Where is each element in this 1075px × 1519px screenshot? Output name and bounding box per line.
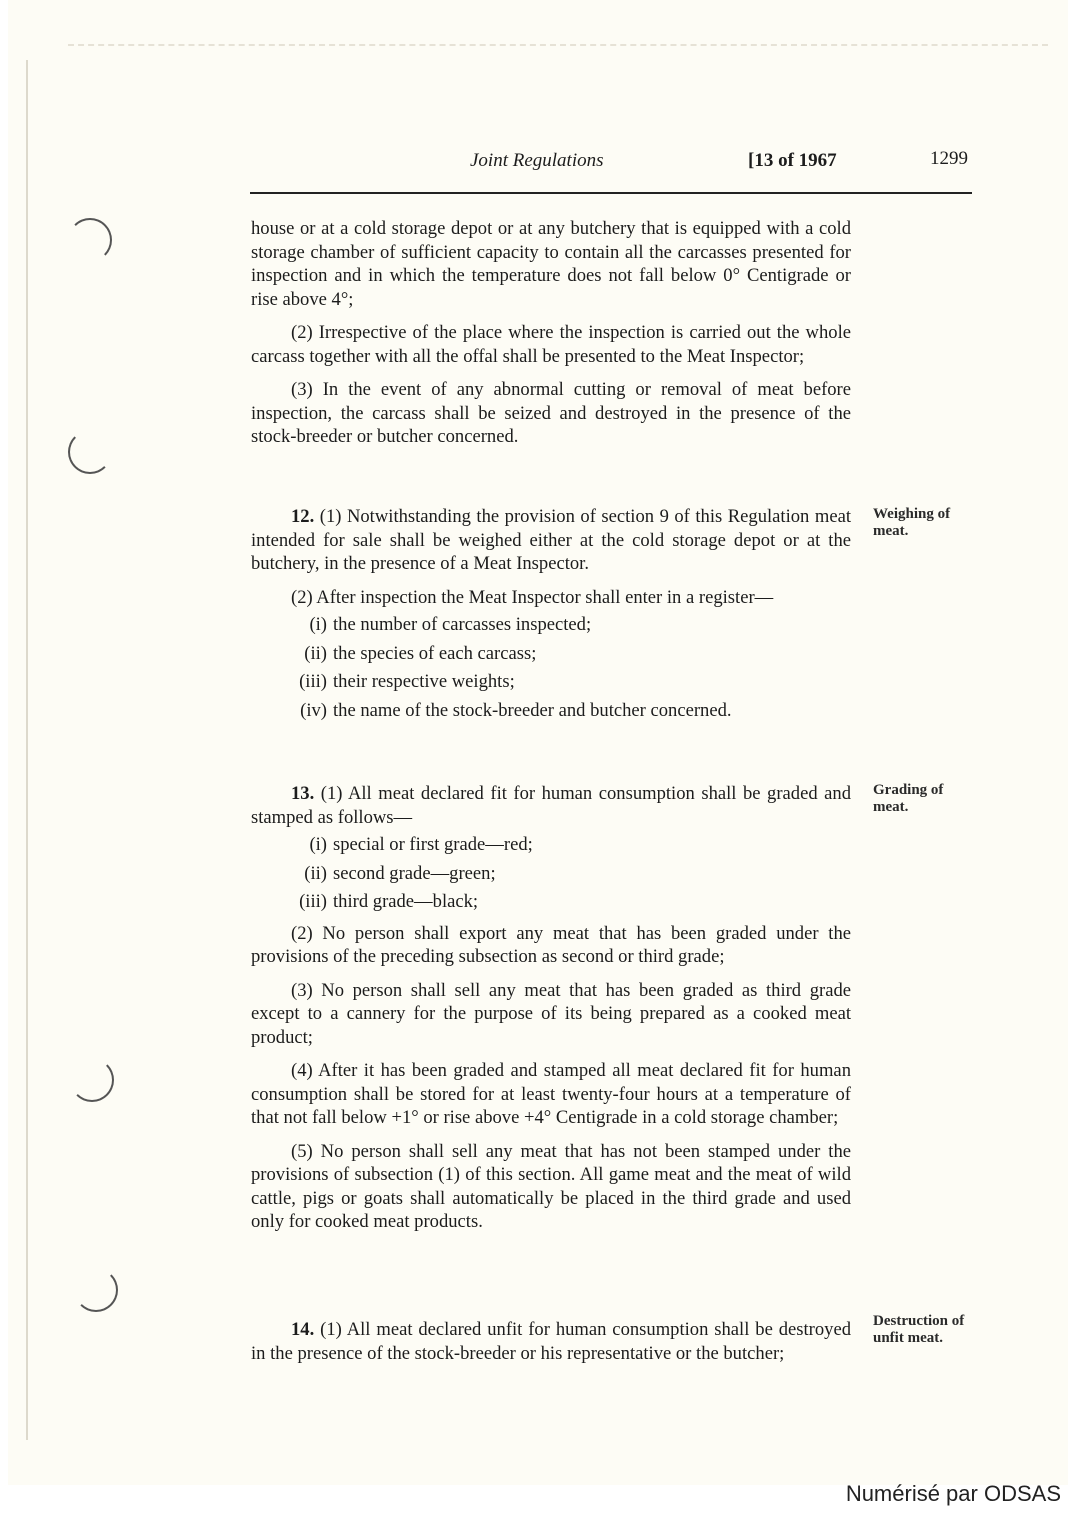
punch-hole-icon	[70, 1058, 114, 1102]
digitization-credit: Numérisé par ODSAS	[845, 1481, 1061, 1506]
punch-hole-icon	[74, 1268, 118, 1312]
section-14	[251, 1318, 851, 1365]
section-number: 12.	[291, 506, 315, 527]
list-item: (i) the number of carcasses inspected;	[309, 614, 592, 635]
paragraph-text: (1) All meat declared fit for human consumption shall be graded and stamped as follows—	[251, 783, 851, 828]
list-item: (iv) the name of the stock-breeder and butcher concerned.	[300, 699, 732, 721]
paragraph-text: (1) Notwithstanding the provision of section 9 of this Regulation meat intended for sale shall be weighed either at the cold storage depot or at the butchery, in the presence of a Meat Inspector.	[251, 506, 851, 574]
page-edge-line	[26, 60, 28, 1440]
header-title: Joint Regulations	[470, 150, 604, 171]
paragraph: (2) No person shall export any meat that has been graded under the provisions of the preceding subsection as second or third grade;	[251, 922, 851, 967]
paragraph	[251, 1318, 851, 1365]
list-item: (iii) their respective weights;	[299, 671, 515, 692]
enumerated-list	[251, 613, 851, 722]
paragraph: (2) After inspection the Meat Inspector shall enter in a register—	[291, 586, 774, 608]
margin-note: Weighing of meat.	[873, 506, 951, 539]
paragraph: (3) In the event of any abnormal cutting or removal of meat before inspection, the carcass shall be seized and destroyed in the presence of the stock-breeder or butcher concerned.	[251, 379, 851, 447]
punch-hole-icon	[68, 218, 112, 262]
list-item: (ii) the species of each carcass;	[304, 642, 537, 664]
list-item: (ii) second grade—green;	[304, 862, 496, 884]
paragraph	[251, 782, 851, 829]
list-item: (iii) third grade—black;	[299, 891, 479, 912]
paragraph-text: (1) All meat declared unfit for human consumption shall be destroyed in the presence of the stock-breeder or his representative or the butcher;	[251, 1319, 852, 1364]
margin-note: Grading of meat.	[873, 782, 944, 815]
margin-note: Destruction of unfit meat.	[873, 1313, 965, 1346]
section-13	[251, 782, 851, 1234]
paragraph: (3) No person shall sell any meat that has been graded as third grade except to a cannery for the purpose of its being prepared as a cooked meat product;	[251, 979, 851, 1048]
section-number: 14.	[291, 1319, 315, 1340]
paragraph: (5) No person shall sell any meat that has not been stamped under the provisions of subsection (1) of this section. All game meat and the meat of wild cattle, pigs or goats shall automatically be placed in the third grade and used only for cooked meat products.	[251, 1140, 851, 1232]
running-header	[250, 148, 972, 194]
paragraph: (4) After it has been graded and stamped all meat declared fit for human consumption shall be stored for at least twenty-four hours at a temperature of that not fall below +1° or rise above +4° Centigrade in a cold storage chamber;	[251, 1060, 851, 1128]
enumerated-list	[251, 833, 851, 914]
paragraph: (2) Irrespective of the place where the inspection is carried out the whole carcass together with all the offal shall be presented to the Meat Inspector;	[251, 322, 851, 367]
section-number: 13.	[291, 783, 315, 804]
page-number: 1299	[930, 148, 968, 169]
paragraph	[251, 505, 851, 576]
header-reference: [13 of 1967	[748, 150, 837, 171]
punch-hole-icon	[68, 430, 112, 474]
paragraph: house or at a cold storage depot or at any butchery that is equipped with a cold storage chamber of sufficient capacity to contain all the carcasses presented for inspection and in which the temperature does not fall below 0° Centigrade or rise above 4°;	[251, 218, 851, 310]
scan-top-marks	[68, 44, 1048, 46]
section-12	[251, 505, 851, 727]
continuation-block	[251, 217, 851, 449]
list-item: (i) special or first grade—red;	[309, 834, 533, 855]
